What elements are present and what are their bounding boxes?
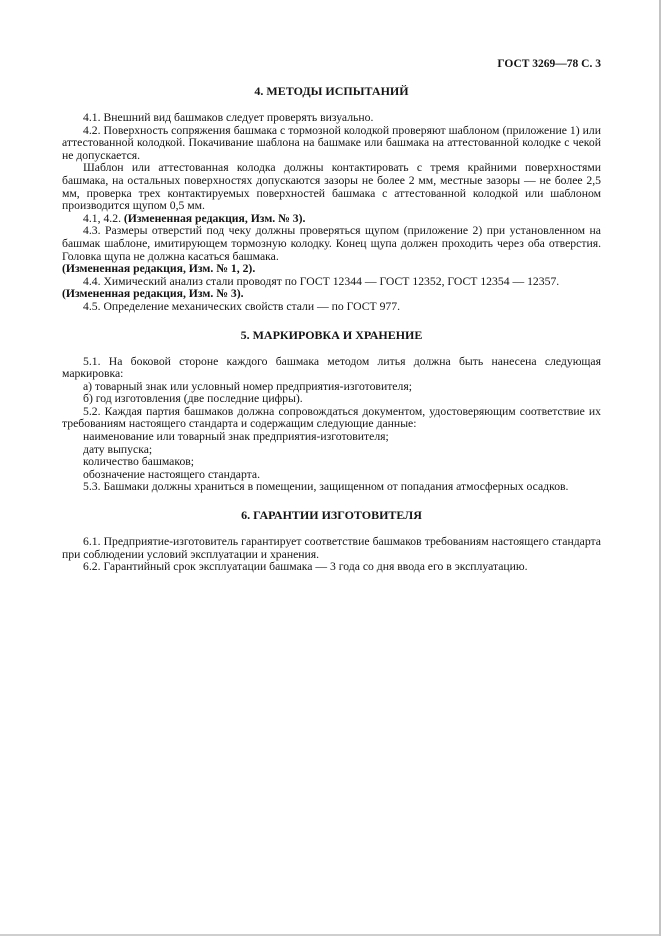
paragraph	[62, 125, 601, 163]
text-run: наименование или товарный знак предприятия-изготовителя;	[83, 430, 389, 444]
text-run: 4.5. Определение механических свойств стали — по ГОСТ 977.	[83, 299, 401, 313]
paragraph	[62, 406, 601, 431]
page-header-standard-number: ГОСТ 3269—78 С. 3	[497, 58, 601, 70]
bold-text-run: (Измененная редакция, Изм. № 1, 2).	[62, 262, 256, 276]
bold-text-run: (Измененная редакция, Изм. № 3).	[123, 211, 306, 225]
text-run: дату выпуска;	[83, 442, 153, 456]
text-run: обозначение настоящего стандарта.	[83, 467, 261, 481]
text-run: 5.1. На боковой стороне каждого башмака методом литья должна быть нанесена следующая маркировка:	[62, 354, 601, 381]
section-heading: 6. ГАРАНТИИ ИЗГОТОВИТЕЛЯ	[241, 508, 422, 523]
text-run: 4.3. Размеры отверстий под чеку должны проверяться щупом (приложение 2) при установленном на башмак шаблоне, имитирующем тормозную колодку. Конец щупа должен проходить через оба отверстия. Головка щупа не должна касаться башмака.	[62, 224, 601, 263]
text-run: 4.4. Химический анализ стали проводят по ГОСТ 12344 — ГОСТ 12352, ГОСТ 12354 — 12357.	[83, 274, 560, 288]
paragraph	[62, 481, 601, 494]
text-run: б) год изготовления (две последние цифры).	[83, 392, 303, 406]
paragraph	[62, 162, 601, 212]
section-heading: 5. МАРКИРОВКА И ХРАНЕНИЕ	[240, 327, 423, 342]
paragraph	[62, 301, 601, 314]
paragraph	[62, 356, 601, 381]
paragraph	[62, 561, 601, 574]
text-run: а) товарный знак или условный номер предприятия-изготовителя;	[83, 379, 412, 393]
text-run: 4.1. Внешний вид башмаков следует проверять визуально.	[83, 111, 374, 124]
text-run: 4.1, 4.2.	[83, 211, 124, 225]
text-run: 6.2. Гарантийный срок эксплуатации башмака — 3 года со дня ввода его в эксплуатацию.	[83, 560, 528, 574]
section-heading: 4. МЕТОДЫ ИСПЫТАНИЙ	[254, 84, 409, 98]
document-content	[62, 85, 601, 574]
paragraph	[62, 225, 601, 263]
bold-text-run: (Измененная редакция, Изм. № 3).	[62, 287, 244, 301]
text-run: 5.2. Каждая партия башмаков должна сопровождаться документом, удостоверяющим соответствие их требованиям настоящего стандарта и содержащим следующие данные:	[62, 404, 601, 431]
paragraph	[62, 536, 601, 561]
text-run: количество башмаков;	[83, 455, 195, 469]
text-run: 4.2. Поверхность сопряжения башмака с тормозной колодкой проверяют шаблоном (приложение 1) или аттестованной колодкой. Покачивание шаблона на башмаке или башмака на аттестованной колодке с чекой не допускается.	[62, 123, 601, 162]
text-run: Шаблон или аттестованная колодка должны контактировать с тремя крайними поверхностями башмака, на остальных поверхностях допускаются зазоры не более 2 мм, местные зазоры — не более 2,5 мм, проверка трех контактируемых поверхностей башмака с аттестованной колодкой или шаблоном производится щупом 0,5 мм.	[62, 161, 601, 213]
text-run: 5.3. Башмаки должны храниться в помещении, защищенном от попадания атмосферных осадков.	[83, 480, 569, 494]
text-run: 6.1. Предприятие-изготовитель гарантирует соответствие башмаков требованиям настоящего стандарта при соблюдении условий эксплуатации и хранения.	[62, 535, 601, 561]
